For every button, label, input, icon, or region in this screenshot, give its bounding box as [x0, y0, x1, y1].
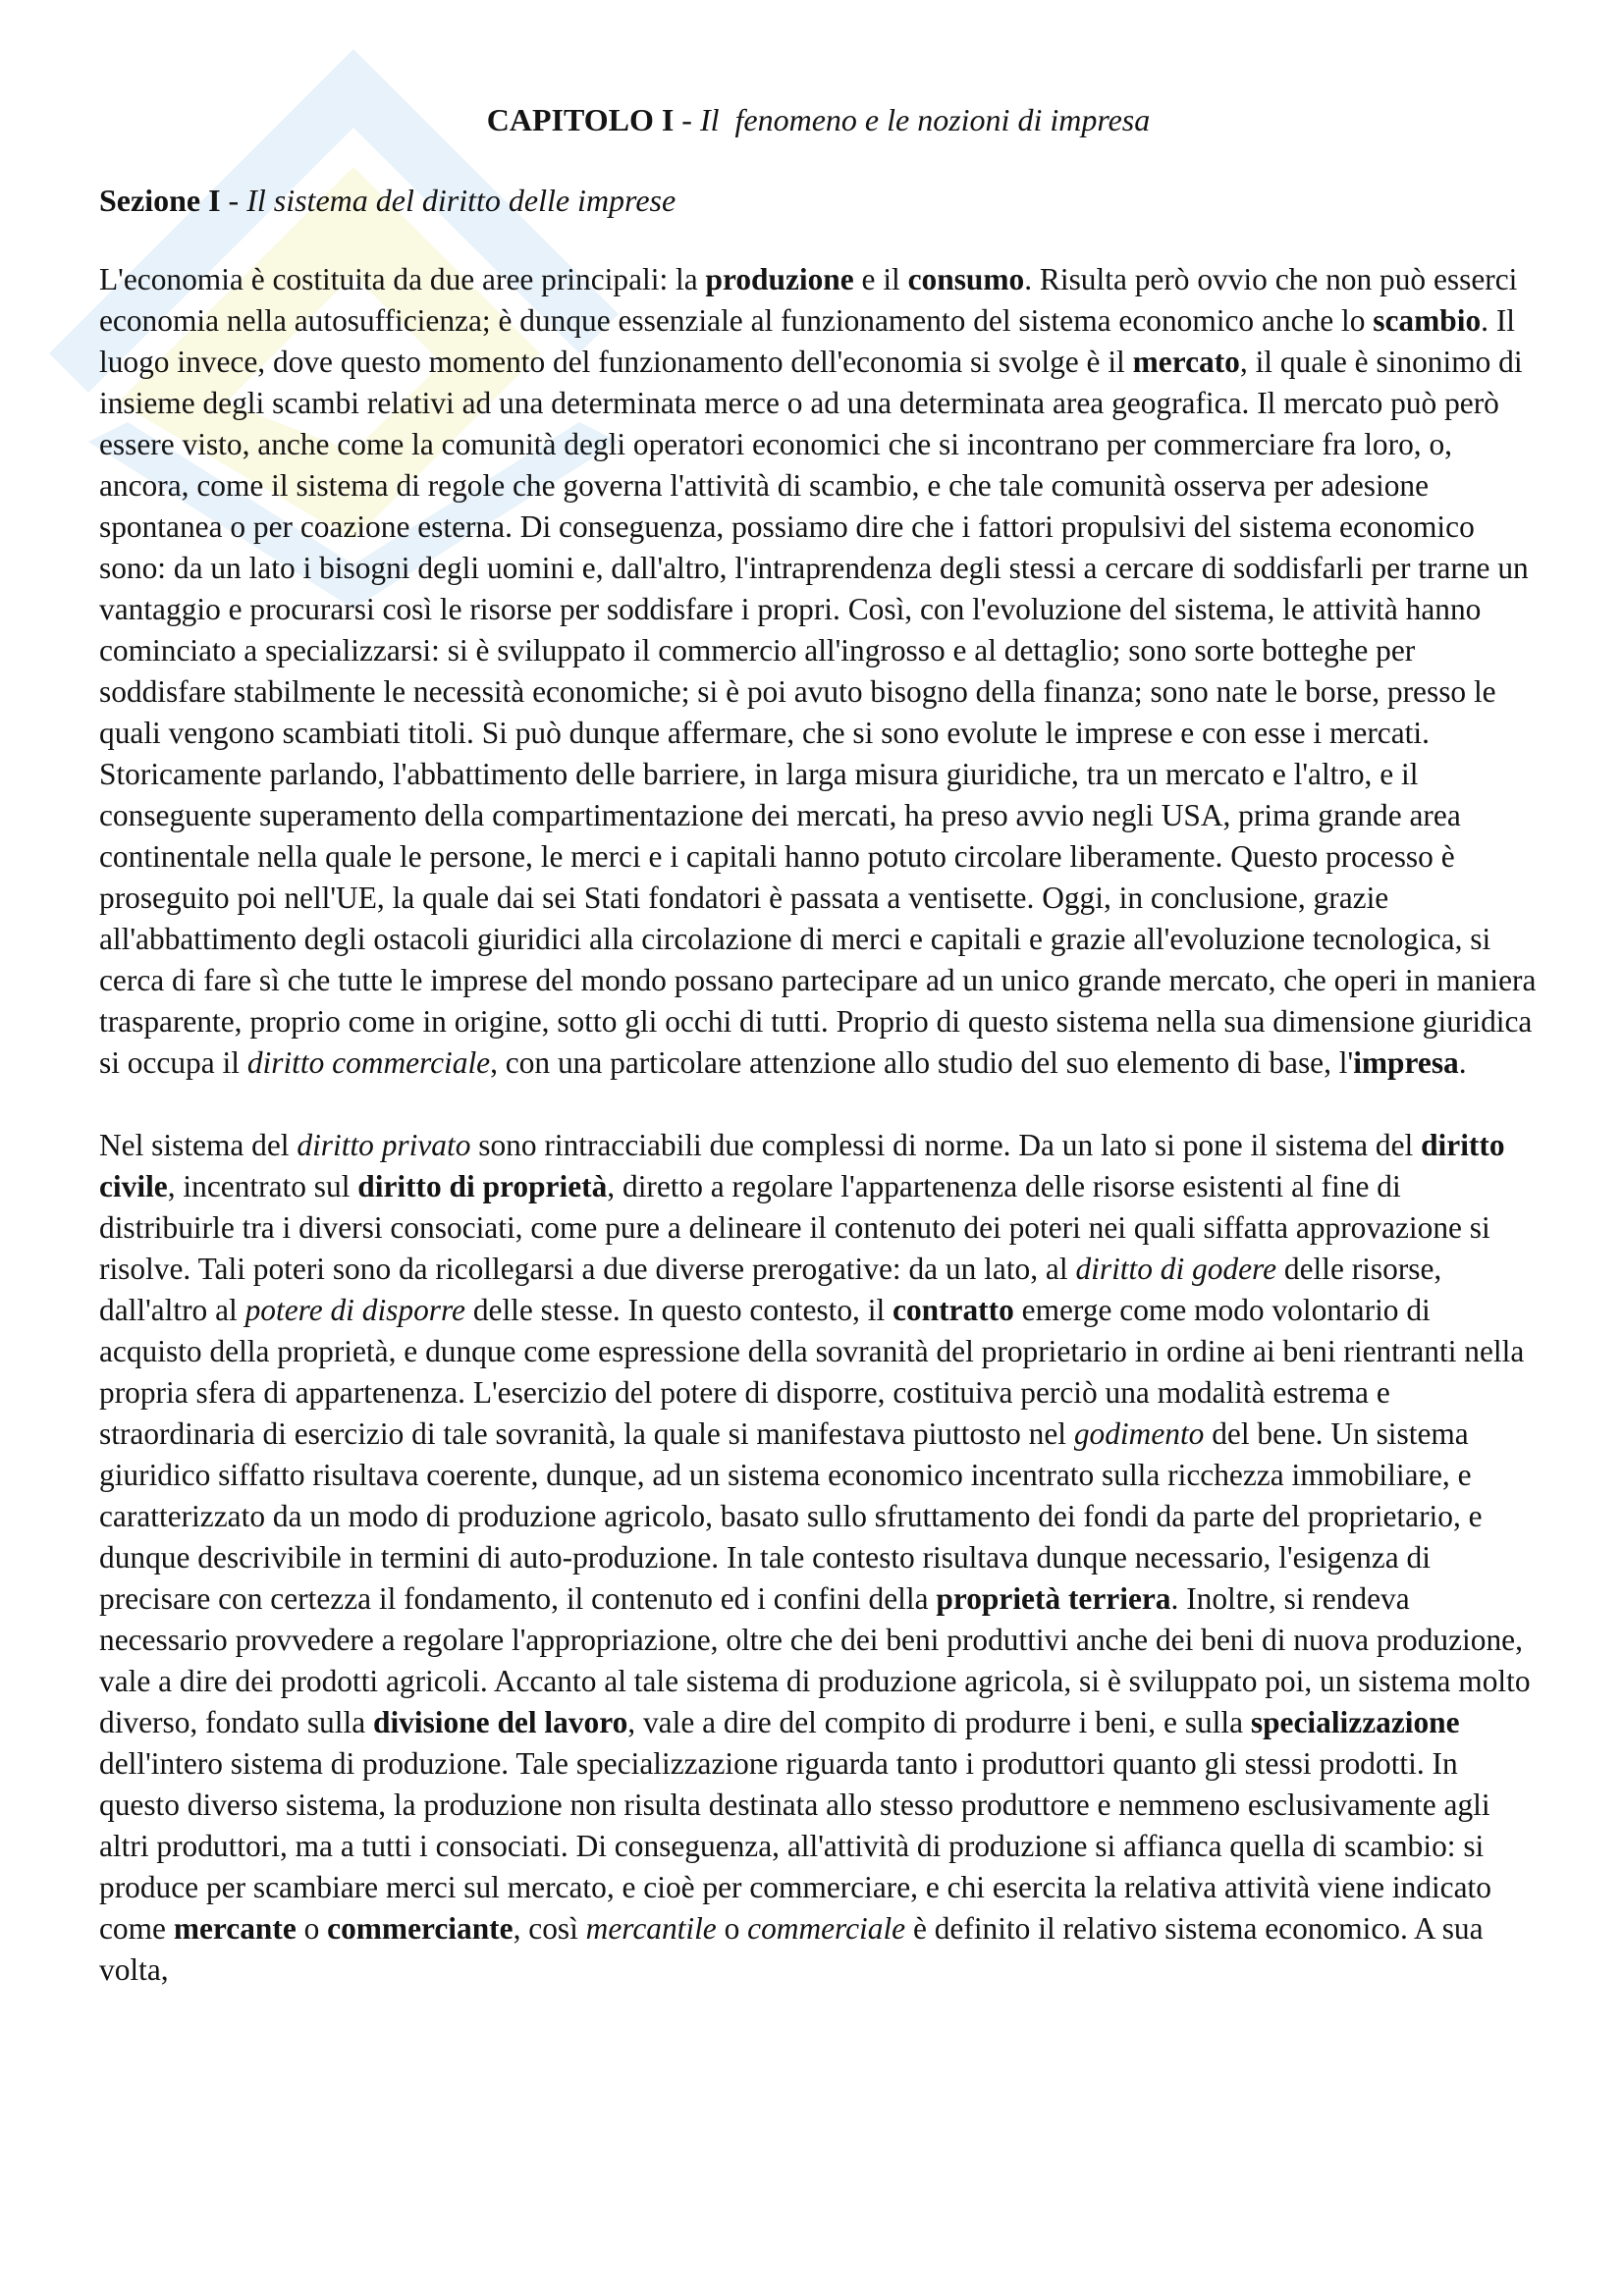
- bold-term: impresa: [1353, 1045, 1459, 1080]
- bold-term: consumo: [907, 262, 1025, 296]
- text-run: o: [296, 1911, 328, 1946]
- text-run: . Il luogo invece, dove questo momento del funzionamento dell'economia si svolge è il: [99, 303, 1516, 379]
- text-run: , il quale è sinonimo di insieme degli scambi relativi ad una determinata merce o ad una determinata area geografica. Il mercato può però essere visto, anche come la comunità degli operatori economici che si incontrano per commerciare fra loro, o, ancora, come il sistema di regole che governa l'attività di scambio, e che tale comunità osserva per adesione spontanea o per coazione esterna. Di conseguenza, possiamo dire che i fattori propulsivi del sistema economico sono: da un lato i bisogni degli uomini e, dall'altro, l'intraprendenza degli stessi a cercare di soddisfarli per trarne un vantaggio e procurarsi così le risorse per soddisfare i propri. Così, con l'evoluzione del sistema, le attività hanno cominciato a specializzarsi: si è sviluppato il commercio all'ingrosso e al dettaglio; sono sorte botteghe per soddisfare stabilmente le necessità economiche; si è poi avuto bisogno della finanza; sono nate le borse, presso le quali vengono scambiati titoli. Si può dunque affermare, che si sono evolute le imprese e con esse i mercati. Storicamente parlando, l'abbattimento delle barriere, in larga misura giuridiche, tra un mercato e l'altro, e il conseguente superamento della compartimentazione dei mercati, ha preso avvio negli USA, prima grande area continentale nella quale le persone, le merci e i capitali hanno potuto circolare liberamente. Questo processo è proseguito poi nell'UE, la quale dai sei Stati fondatori è passata a ventisette. Oggi, in conclusione, grazie all'abbattimento degli ostacoli giuridici alla circolazione di merci e capitali e grazie all'evoluzione tecnologica, si cerca di fare sì che tutte le imprese del mondo possano partecipare ad un unico grande mercato, che operi in maniera trasparente, proprio come in origine, sotto gli occhi di tutti. Proprio di questo sistema nella sua dimensione giuridica si occupa il: [99, 345, 1537, 1080]
- text-run: e il: [853, 262, 908, 296]
- chapter-separator: -: [674, 102, 700, 137]
- text-run: è definito il relativo sistema economico. A sua volta,: [99, 1911, 1484, 1987]
- paragraph-diritto-privato: [99, 1125, 1538, 1991]
- document-page: [99, 98, 1538, 1991]
- italic-term: diritto privato: [297, 1128, 471, 1162]
- chapter-title: [99, 98, 1538, 141]
- bold-term: contratto: [893, 1293, 1014, 1327]
- bold-term: produzione: [705, 262, 854, 296]
- text-run: emerge come modo volontario di acquisto della proprietà, e dunque come espressione della sovranità del proprietario in ordine ai beni rientranti nella propria sfera di appartenenza. L'esercizio del potere di disporre, costituiva perciò una modalità estrema e straordinaria di esercizio di tale sovranità, la quale si manifestava piuttosto nel: [99, 1293, 1525, 1451]
- bold-term: scambio: [1373, 303, 1482, 338]
- text-run: dell'intero sistema di produzione. Tale specializzazione riguarda tanto i produttori quanto gli stessi prodotti. In questo diverso sistema, la produzione non risulta destinata allo stesso produttore e nemmeno esclusivamente agli altri produttori, ma a tutti i consociati. Di conseguenza, all'attività di produzione si affianca quella di scambio: si produce per scambiare merci sul mercato, e cioè per commerciare, e chi esercita la relativa attività viene indicato come: [99, 1746, 1491, 1946]
- text-run: sono rintracciabili due complessi di norme. Da un lato si pone il sistema del: [470, 1128, 1422, 1162]
- bold-term: commerciante: [327, 1911, 514, 1946]
- text-run: Nel sistema del: [99, 1128, 298, 1162]
- paragraph-economia: [99, 259, 1538, 1084]
- text-run: , incentrato sul: [167, 1169, 358, 1203]
- text-run: L'economia è costituita da due aree principali: la: [99, 262, 706, 296]
- section-separator: -: [220, 183, 247, 218]
- text-run: . Risulta però ovvio che non può esserci economia nella autosufficienza; è dunque essenziale al funzionamento del sistema economico anche lo: [99, 262, 1518, 338]
- section-title: [99, 179, 1538, 222]
- italic-term: diritto commerciale: [246, 1045, 491, 1080]
- bold-term: diritto civile: [99, 1128, 1505, 1203]
- italic-term: diritto di godere: [1075, 1252, 1277, 1286]
- text-run: delle risorse, dall'altro al: [99, 1252, 1442, 1327]
- italic-term: mercantile: [585, 1911, 717, 1946]
- chapter-label: CAPITOLO I: [486, 102, 675, 137]
- italic-term: godimento: [1073, 1416, 1205, 1451]
- text-run: .: [1458, 1045, 1467, 1080]
- bold-term: specializzazione: [1250, 1705, 1460, 1739]
- bold-term: proprietà terriera: [936, 1581, 1171, 1616]
- bold-term: mercato: [1132, 345, 1240, 379]
- text-run: , vale a dire del compito di produrre i beni, e sulla: [627, 1705, 1251, 1739]
- text-run: , con una particolare attenzione allo studio del suo elemento di base, l': [490, 1045, 1354, 1080]
- text-run: del bene. Un sistema giuridico siffatto risultava coerente, dunque, ad un sistema economico incentrato sulla ricchezza immobiliare, e caratterizzato da un modo di produzione agricolo, basato sullo sfruttamento dei fondi da parte del proprietario, e dunque descrivibile in termini di auto-produzione. In tale contesto risultava dunque necessario, l'esigenza di precisare con certezza il fondamento, il contenuto ed i confini della: [99, 1416, 1483, 1616]
- italic-term: potere di disporre: [244, 1293, 465, 1327]
- bold-term: mercante: [173, 1911, 297, 1946]
- text-run: , diretto a regolare l'appartenenza delle risorse esistenti al fine di distribuirle tra i diversi consociati, come pure a delineare il contenuto dei poteri nei quali siffatta approvazione si risolve. Tali poteri sono da ricollegarsi a due diverse prerogative: da un lato, al: [99, 1169, 1490, 1286]
- italic-term: commerciale: [747, 1911, 906, 1946]
- text-run: . Inoltre, si rendeva necessario provvedere a regolare l'appropriazione, oltre che dei beni produttivi anche dei beni di nuova produzione, vale a dire dei prodotti agricoli. Accanto al tale sistema di produzione agricola, si è sviluppato poi, un sistema molto diverso, fondato sulla: [99, 1581, 1531, 1739]
- text-run: delle stesse. In questo contesto, il: [464, 1293, 893, 1327]
- bold-term: diritto di proprietà: [357, 1169, 608, 1203]
- bold-term: divisione del lavoro: [372, 1705, 628, 1739]
- section-label: Sezione I: [99, 183, 221, 218]
- chapter-subtitle: Il fenomeno e le nozioni di impresa: [699, 102, 1151, 137]
- section-subtitle: Il sistema del diritto delle imprese: [246, 183, 676, 218]
- text-run: , così: [513, 1911, 586, 1946]
- text-run: o: [716, 1911, 748, 1946]
